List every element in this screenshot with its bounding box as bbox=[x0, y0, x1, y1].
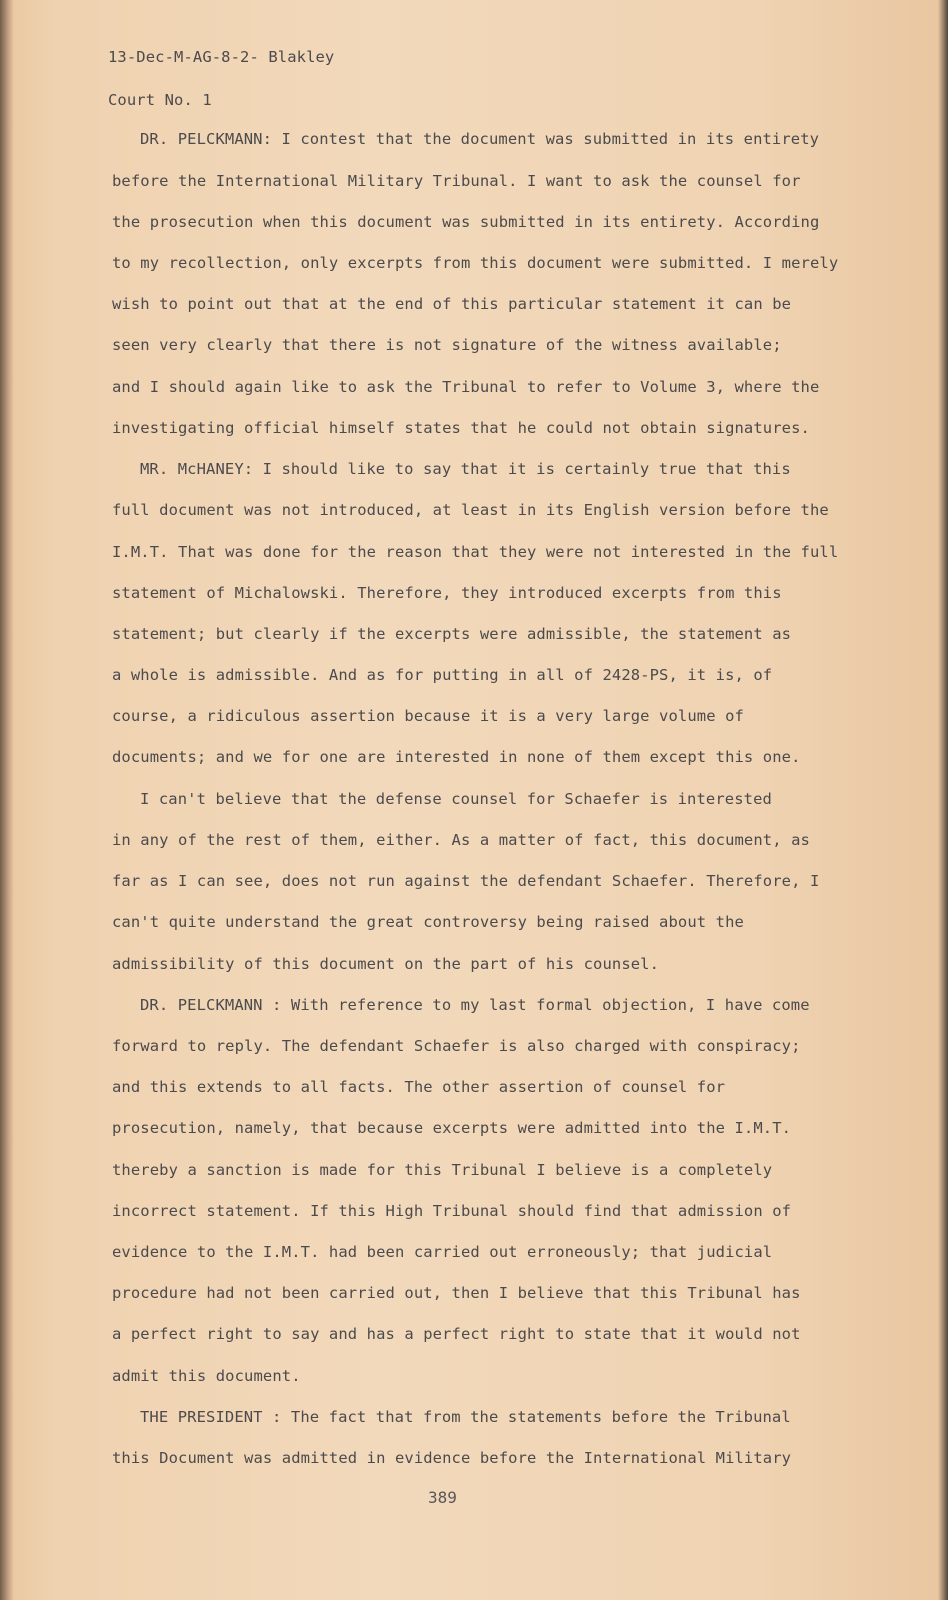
text-line: can't quite understand the great controversy being raised about the bbox=[112, 913, 744, 931]
text-line: DR. PELCKMANN: I contest that the document was submitted in its entirety bbox=[140, 130, 820, 148]
text-line: statement of Michalowski. Therefore, they introduced excerpts from this bbox=[112, 584, 782, 602]
text-line: and this extends to all facts. The other assertion of counsel for bbox=[112, 1078, 726, 1096]
text-line: I.M.T. That was done for the reason that they were not interested in the full bbox=[112, 543, 839, 561]
text-line: forward to reply. The defendant Schaefer is also charged with conspiracy; bbox=[112, 1037, 801, 1055]
text-line: a whole is admissible. And as for putting in all of 2428-PS, it is, of bbox=[112, 666, 773, 684]
text-line: THE PRESIDENT : The fact that from the statements before the Tribunal bbox=[140, 1408, 791, 1426]
text-line: far as I can see, does not run against the defendant Schaefer. Therefore, I bbox=[112, 872, 820, 890]
text-line: in any of the rest of them, either. As a matter of fact, this document, as bbox=[112, 831, 810, 849]
text-line: prosecution, namely, that because excerpts were admitted into the I.M.T. bbox=[112, 1119, 792, 1137]
text-line: this Document was admitted in evidence before the International Military bbox=[112, 1449, 792, 1467]
text-line: evidence to the I.M.T. had been carried out erroneously; that judicial bbox=[112, 1243, 773, 1261]
text-line: DR. PELCKMANN : With reference to my last formal objection, I have come bbox=[140, 996, 810, 1014]
text-line: to my recollection, only excerpts from this document were submitted. I merely bbox=[112, 254, 839, 272]
text-line: a perfect right to say and has a perfect right to state that it would not bbox=[112, 1325, 801, 1343]
text-line: seen very clearly that there is not signature of the witness available; bbox=[112, 336, 782, 354]
text-line: incorrect statement. If this High Tribunal should find that admission of bbox=[112, 1202, 792, 1220]
text-line: statement; but clearly if the excerpts were admissible, the statement as bbox=[112, 625, 792, 643]
text-line: before the International Military Tribunal. I want to ask the counsel for bbox=[112, 172, 801, 190]
text-line: admit this document. bbox=[112, 1367, 301, 1385]
text-line: procedure had not been carried out, then I believe that this Tribunal has bbox=[112, 1284, 801, 1302]
page-number: 389 bbox=[428, 1488, 457, 1507]
text-line: and I should again like to ask the Tribunal to refer to Volume 3, where the bbox=[112, 378, 820, 396]
text-line: course, a ridiculous assertion because it is a very large volume of bbox=[112, 707, 744, 725]
text-line: full document was not introduced, at least in its English version before the bbox=[112, 501, 829, 519]
court-number: Court No. 1 bbox=[108, 91, 212, 109]
text-line: MR. McHANEY: I should like to say that it is certainly true that this bbox=[140, 460, 791, 478]
text-line: investigating official himself states that he could not obtain signatures. bbox=[112, 419, 810, 437]
text-line: the prosecution when this document was submitted in its entirety. According bbox=[112, 213, 820, 231]
text-line: I can't believe that the defense counsel for Schaefer is interested bbox=[140, 790, 772, 808]
text-line: documents; and we for one are interested in none of them except this one. bbox=[112, 748, 801, 766]
text-line: wish to point out that at the end of this particular statement it can be bbox=[112, 295, 792, 313]
text-line: thereby a sanction is made for this Tribunal I believe is a completely bbox=[112, 1161, 773, 1179]
text-line: admissibility of this document on the part of his counsel. bbox=[112, 955, 660, 973]
document-reference: 13-Dec-M-AG-8-2- Blakley bbox=[108, 48, 335, 66]
